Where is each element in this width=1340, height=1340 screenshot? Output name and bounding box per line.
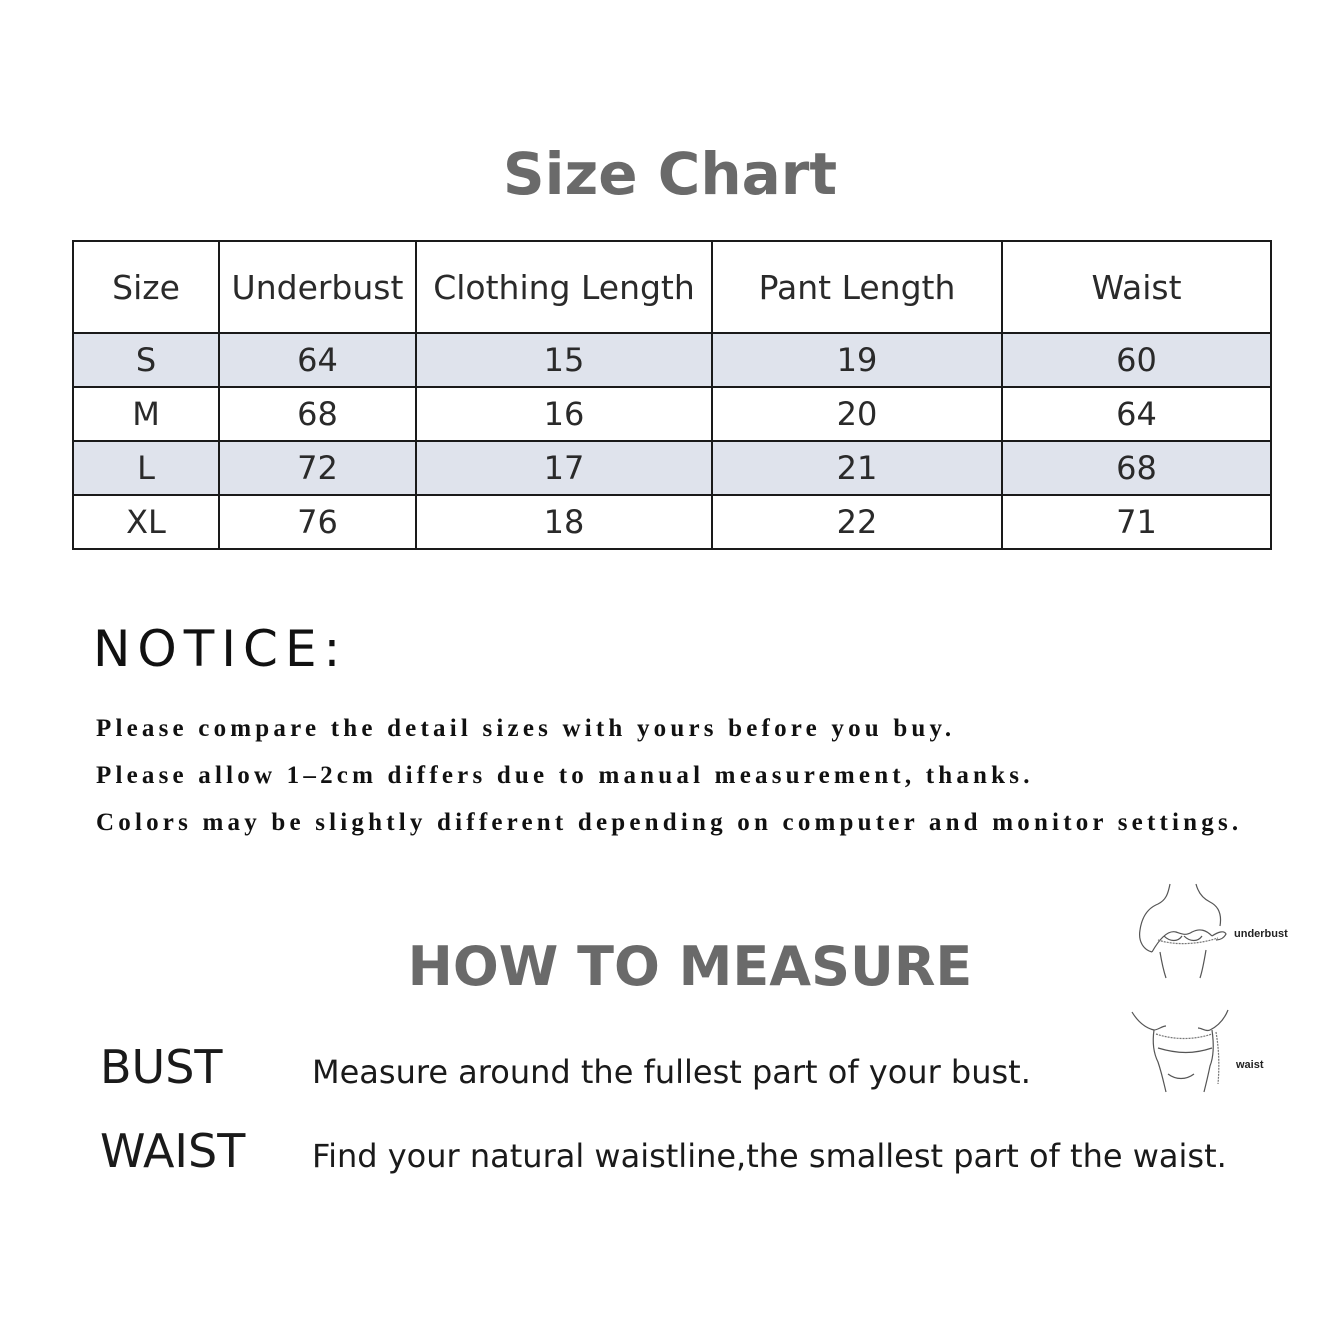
cell-size: S (73, 333, 219, 387)
notice-heading: NOTICE: (93, 620, 348, 678)
waist-description: Find your natural waistline,the smallest part of the waist. (312, 1137, 1227, 1175)
waist-figure-icon (1128, 1004, 1232, 1094)
cell-underbust: 68 (219, 387, 416, 441)
table-row (73, 441, 1271, 495)
size-table (72, 240, 1272, 550)
notice-line: Colors may be slightly different depending on computer and monitor settings. (96, 809, 1243, 836)
cell-clothing-length: 17 (416, 441, 712, 495)
underbust-caption: underbust (1234, 928, 1288, 940)
cell-clothing-length: 18 (416, 495, 712, 549)
header-pant-length: Pant Length (712, 241, 1002, 333)
how-to-measure-title: HOW TO MEASURE (407, 935, 973, 998)
notice-line: Please compare the detail sizes with yours before you buy. (96, 715, 956, 742)
cell-underbust: 64 (219, 333, 416, 387)
bust-description: Measure around the fullest part of your bust. (312, 1053, 1031, 1091)
cell-pant-length: 21 (712, 441, 1002, 495)
cell-size: L (73, 441, 219, 495)
underbust-figure-icon (1130, 880, 1230, 980)
cell-pant-length: 20 (712, 387, 1002, 441)
table-row (73, 387, 1271, 441)
bust-label: BUST (100, 1040, 223, 1094)
cell-waist: 64 (1002, 387, 1271, 441)
waist-label: WAIST (100, 1124, 246, 1178)
table-row (73, 495, 1271, 549)
page-title: Size Chart (502, 140, 838, 208)
cell-underbust: 72 (219, 441, 416, 495)
cell-waist: 60 (1002, 333, 1271, 387)
cell-waist: 71 (1002, 495, 1271, 549)
notice-line: Please allow 1–2cm differs due to manual measurement, thanks. (96, 762, 1034, 789)
header-waist: Waist (1002, 241, 1271, 333)
cell-clothing-length: 16 (416, 387, 712, 441)
cell-size: M (73, 387, 219, 441)
cell-pant-length: 19 (712, 333, 1002, 387)
cell-waist: 68 (1002, 441, 1271, 495)
header-size: Size (73, 241, 219, 333)
cell-pant-length: 22 (712, 495, 1002, 549)
table-row (73, 333, 1271, 387)
waist-caption: waist (1236, 1059, 1264, 1071)
cell-underbust: 76 (219, 495, 416, 549)
header-underbust: Underbust (219, 241, 416, 333)
cell-clothing-length: 15 (416, 333, 712, 387)
cell-size: XL (73, 495, 219, 549)
header-clothing-length: Clothing Length (416, 241, 712, 333)
table-header-row (73, 241, 1271, 333)
